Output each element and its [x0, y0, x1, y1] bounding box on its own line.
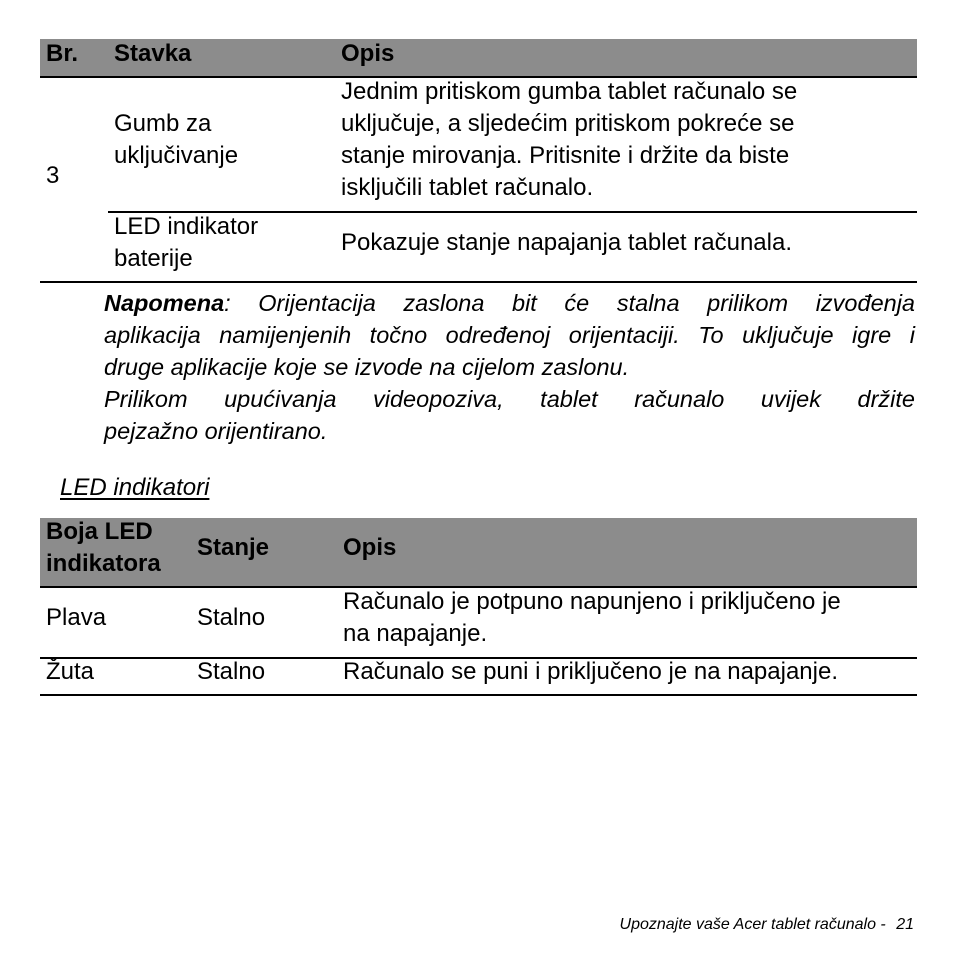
led-state-cell: Stalno — [197, 658, 266, 685]
header-led-color: indikatora — [46, 550, 161, 577]
note-label: Napomena — [104, 290, 225, 316]
description-line: Jednim pritiskom gumba tablet računalo se — [341, 78, 798, 105]
note-line: druge aplikacije koje se izvode na cijelom zaslonu. — [104, 354, 630, 380]
description-line: Računalo je potpuno napunjeno i priključeno je — [343, 588, 841, 615]
footer-text: Upoznajte vaše Acer tablet računalo - — [619, 916, 886, 933]
note-line: aplikacija namijenjenih točno određenoj orijentaciji. To uključuje igre i — [104, 322, 915, 348]
item-line: baterije — [114, 245, 193, 272]
table-header — [40, 518, 917, 586]
note-line: pejzažno orijentirano. — [104, 418, 328, 444]
description-cell: Pokazuje stanje napajanja tablet računala. — [341, 229, 792, 256]
led-color-cell: Žuta — [46, 658, 95, 685]
description-line: isključili tablet računalo. — [341, 174, 594, 201]
header-led-color: Boja LED — [46, 518, 153, 545]
page-footer — [620, 916, 914, 934]
description-cell: Računalo se puni i priključeno je na napajanje. — [343, 658, 838, 685]
item-line: uključivanje — [114, 142, 239, 169]
table-bottom-border — [40, 694, 917, 696]
header-description: Opis — [341, 40, 395, 67]
page-number: 21 — [896, 916, 914, 933]
row-number: 3 — [46, 162, 60, 189]
item-line: Gumb za — [114, 110, 212, 137]
description-line: stanje mirovanja. Pritisnite i držite da biste — [341, 142, 790, 169]
header-state: Stanje — [197, 534, 270, 561]
led-color-cell: Plava — [46, 604, 107, 631]
description-line: uključuje, a sljedećim pritiskom pokreće se — [341, 110, 795, 137]
note-line: Prilikom upućivanja videopoziva, tablet računalo uvijek držite — [104, 386, 915, 412]
table-bottom-border — [40, 281, 917, 283]
header-item: Stavka — [114, 40, 192, 67]
note-line — [104, 287, 915, 319]
item-line: LED indikator — [114, 213, 259, 240]
led-state-cell: Stalno — [197, 604, 266, 631]
description-line: na napajanje. — [343, 620, 488, 647]
section-title: LED indikatori — [60, 474, 210, 501]
note-text: : Orijentacija zaslona bit će stalna prilikom izvođenja — [224, 290, 915, 316]
header-description: Opis — [343, 534, 397, 561]
header-number: Br. — [46, 40, 79, 67]
